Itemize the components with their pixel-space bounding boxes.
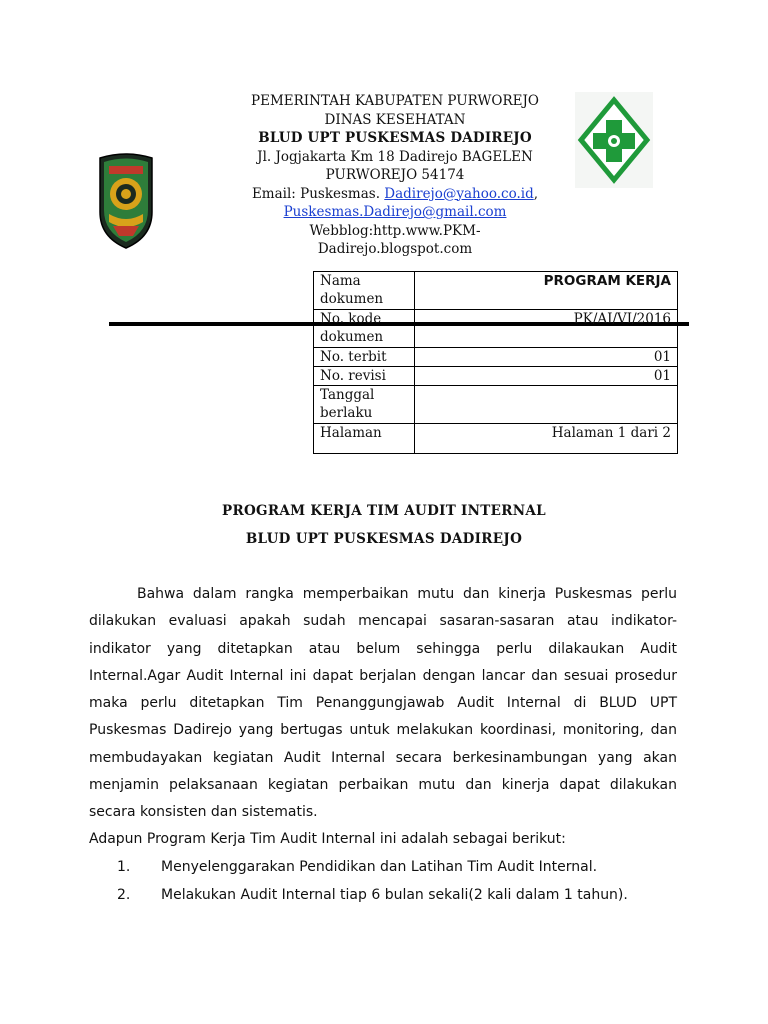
document-info-table [313,271,678,454]
issue-number-label: No. terbit [314,348,415,367]
page-label: Halaman [314,424,415,454]
list-intro: Adapun Program Kerja Tim Audit Internal ini adalah sebagai berikut: [89,831,566,847]
list-item-number: 2. [117,887,131,903]
revision-number-value: 01 [415,367,678,386]
doc-code-value: PK/AI/VI/2016 [415,310,678,348]
document-subtitle: BLUD UPT PUSKESMAS DADIREJO [245,531,523,547]
document-title: PROGRAM KERJA TIM AUDIT INTERNAL [222,503,546,519]
issue-number-value: 01 [415,348,678,367]
table-row [314,424,678,454]
puskesmas-logo-icon [575,92,653,188]
doc-code-label: No. kode dokumen [314,310,415,348]
table-row [314,386,678,424]
address-line: Jl. Jogjakarta Km 18 Dadirejo BAGELEN [257,148,533,165]
department-name: DINAS KESEHATAN [324,111,466,128]
page-value: Halaman 1 dari 2 [415,424,678,454]
letterhead [230,92,560,259]
email-line [230,185,560,204]
table-row [314,272,678,310]
email-separator: , [533,185,539,202]
address-city: PURWOREJO 54174 [325,167,465,183]
kabupaten-purworejo-emblem-icon [97,152,155,250]
weblog-line-2: Dadirejo.blogspot.com [317,241,473,257]
table-row [314,367,678,386]
government-name: PEMERINTAH KABUPATEN PURWOREJO [251,93,539,109]
list-item-text: Menyelenggarakan Pendidikan dan Latihan Tim Audit Internal. [161,859,598,875]
table-row [314,348,678,367]
table-row [314,310,678,348]
revision-number-label: No. revisi [314,367,415,386]
list-item-number: 1. [117,859,131,875]
email-link-gmail[interactable]: Puskesmas.Dadirejo@gmail.com [283,204,507,220]
effective-date-value [415,386,678,424]
email-link-yahoo[interactable]: Dadirejo@yahoo.co.id [384,185,534,202]
institution-name: BLUD UPT PUSKESMAS DADIREJO [258,130,532,146]
doc-name-label: Nama dokumen [314,272,415,310]
intro-paragraph: Bahwa dalam rangka memperbaikan mutu dan kinerja Puskesmas perlu dilakukan evaluasi apakah sudah mencapai sasaran-sasaran atau indikator-indikator yang ditetapkan atau belum sehingga perlu dilakaukan Audit Internal.Agar Audit Internal ini dapat berjalan dengan lancar dan sesuai prosedur maka perlu ditetapkan Tim Penanggungjawab Audit Internal di BLUD UPT Puskesmas Dadirejo yang bertugas untuk melakukan koordinasi, monitoring, dan membudayakan kegiatan Audit Internal secara berkesinambungan yang akan menjamin pelaksanaan kegiatan perbaikan mutu dan kinerja dapat dilakukan secara konsisten dan sistematis. [89,586,677,821]
email-label: Email: Puskesmas. [251,185,385,202]
weblog-line-1: Webblog:http.www.PKM- [309,222,481,239]
effective-date-label: Tanggal berlaku [314,386,415,424]
list-item-text: Melakukan Audit Internal tiap 6 bulan sekali(2 kali dalam 1 tahun). [161,887,628,903]
doc-name-value: PROGRAM KERJA [415,272,678,310]
